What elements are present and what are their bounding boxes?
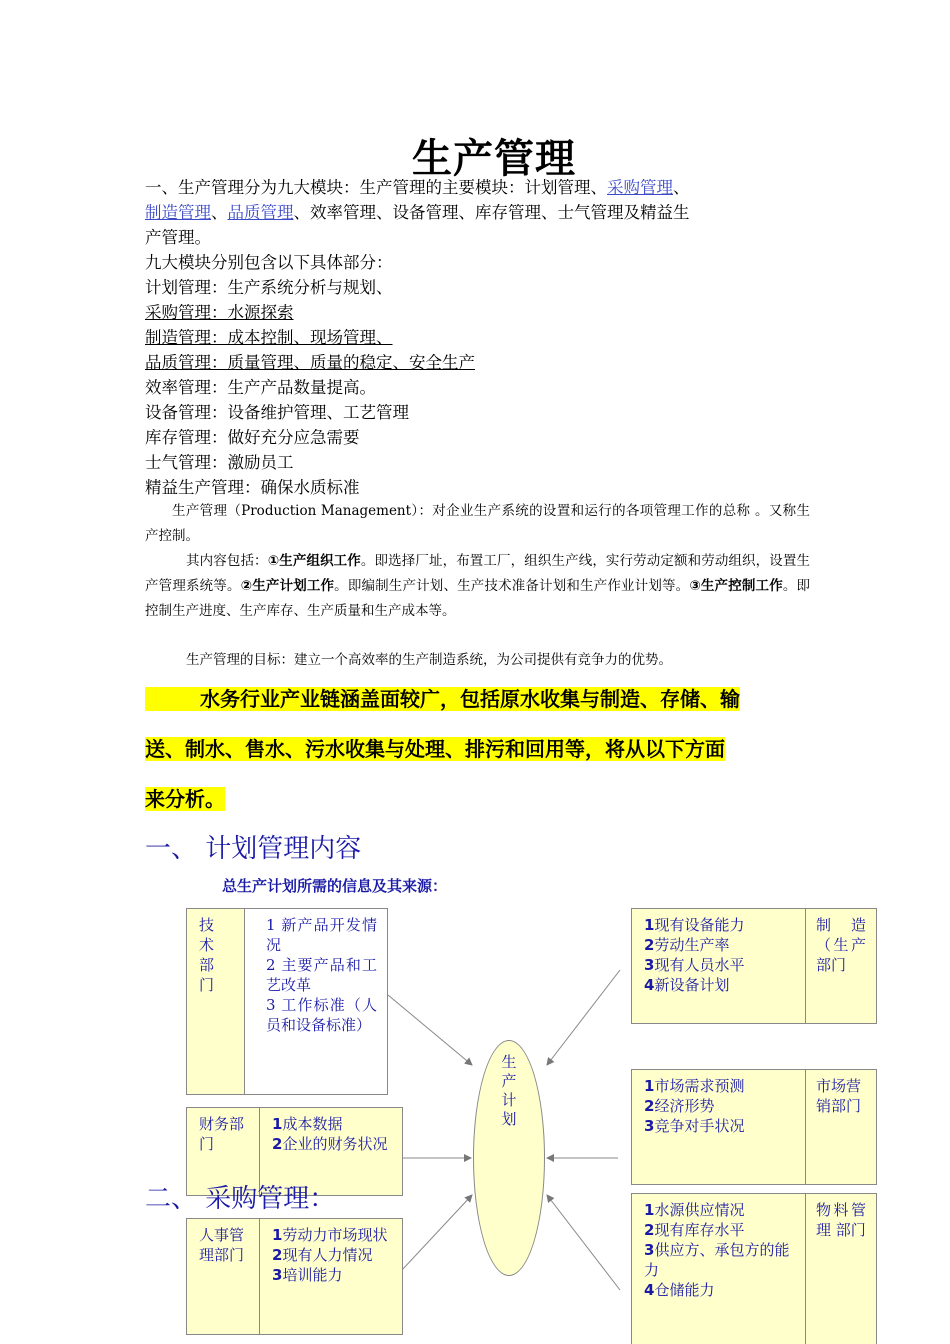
highlight-line-3: 来分析。 <box>145 787 225 811</box>
list-item <box>644 1096 797 1116</box>
item-text: 劳动生产率 <box>654 936 730 954</box>
item-text: 现有人力情况 <box>282 1246 373 1264</box>
list-item: 3 工作标准（人员和设备标准） <box>266 996 377 1034</box>
intro-prefix: 一、生产管理分为九大模块：生产管理的主要模块：计划管理、 <box>145 178 607 197</box>
item-text: 现有库存水平 <box>654 1221 745 1239</box>
section-heading-planning: 一、 计划管理内容 <box>145 834 362 864</box>
content-item-2-text: 。即编制生产计划、生产技术准备计划和生产作业计划等。 <box>334 578 690 594</box>
module-item: 计划管理：生产系统分析与规划、 <box>145 278 393 297</box>
tech-dept-items <box>245 909 387 1094</box>
mfg-dept-label: 制 造（生产部门 <box>816 916 866 974</box>
item-number: 3 <box>644 1117 655 1135</box>
item-text: 培训能力 <box>282 1266 343 1284</box>
list-item <box>644 955 797 975</box>
list-item <box>644 1076 797 1096</box>
item-number: 1 <box>644 1201 655 1219</box>
item-number: 2 <box>644 1221 655 1239</box>
list-item: 2 主要产品和工艺改革 <box>266 956 377 994</box>
link-manufacturing[interactable]: 制造管理 <box>145 203 211 222</box>
module-item: 采购管理：水源探索 <box>145 303 294 322</box>
item-number: 4 <box>644 976 655 994</box>
item-number: 2 <box>272 1135 283 1153</box>
content-lead: 其内容包括： <box>186 553 268 569</box>
intro-sep: 、 <box>673 178 690 197</box>
content-item-2-title: ②生产计划工作 <box>240 578 335 594</box>
item-number: 2 <box>644 1097 655 1115</box>
page-title: 生产管理 <box>412 136 576 182</box>
list-item <box>644 1200 797 1220</box>
module-item: 品质管理：质量管理、质量的稳定、安全生产 <box>145 353 475 372</box>
content-item-1-title: ①生产组织工作 <box>267 553 361 569</box>
market-dept-box <box>631 1069 877 1185</box>
item-number: 3 <box>644 956 655 974</box>
item-number: 4 <box>644 1281 655 1299</box>
list-item <box>644 1116 797 1136</box>
arrow-material <box>547 1195 620 1290</box>
item-number: 3 <box>644 1241 655 1259</box>
item-text: 现有人员水平 <box>654 956 745 974</box>
item-number: 1 <box>644 916 655 934</box>
tech-dept-box <box>186 908 388 1095</box>
module-item: 效率管理：生产产品数量提高。 <box>145 378 376 397</box>
hr-dept-box <box>186 1218 403 1335</box>
goal-paragraph: 生产管理的目标：建立一个高效率的生产制造系统，为公司提供有竞争力的优势。 <box>186 652 672 668</box>
item-number: 2 <box>272 1246 283 1264</box>
item-text: 成本数据 <box>282 1115 343 1133</box>
item-text: 现有设备能力 <box>654 916 745 934</box>
content-item-1-text: 。即选择厂址，布置工厂，组织生产线，实行劳动定额和劳动组织，设置生产管理系统等。 <box>145 553 811 594</box>
arrow-tech <box>388 995 472 1065</box>
content-item-3-text: 。即控制生产进度、生产库存、生产质量和生产成本等。 <box>145 578 811 619</box>
material-dept-label: 物料管理 部门 <box>816 1201 866 1239</box>
list-item <box>272 1245 392 1265</box>
intro-suffix-end: 产管理。 <box>145 228 211 247</box>
list-item <box>644 1280 797 1300</box>
item-text: 市场需求预测 <box>654 1077 745 1095</box>
hr-dept-items <box>260 1219 402 1334</box>
list-item <box>272 1114 392 1134</box>
material-dept-box <box>631 1193 877 1344</box>
hr-dept-label: 人事管理部门 <box>187 1219 260 1334</box>
item-number: 1 <box>272 1115 283 1133</box>
link-quality[interactable]: 品质管理 <box>227 203 294 222</box>
item-number: 1 <box>272 1226 283 1244</box>
production-plan-node <box>473 1040 545 1276</box>
modules-heading: 九大模块分别包含以下具体部分： <box>145 253 393 272</box>
definition-paragraph: 生产管理（Production Management）：对企业生产系统的设置和运行的各项管理工作的总称 。又称生产控制。 <box>145 503 810 544</box>
item-text: 水源供应情况 <box>654 1201 745 1219</box>
link-purchasing[interactable]: 采购管理 <box>607 178 673 197</box>
list-item <box>644 1240 797 1280</box>
item-text: 供应方、承包方的能力 <box>644 1241 790 1279</box>
list-item <box>644 935 797 955</box>
highlight-line-1: 水务行业产业链涵盖面较广，包括原水收集与制造、存储、输 <box>145 685 740 713</box>
mfg-dept-items <box>632 909 806 1023</box>
finance-dept-label: 财务部门 <box>187 1108 260 1195</box>
tech-dept-label: 技 术 部 门 <box>187 909 245 1094</box>
intro-sep: 、 <box>211 203 228 222</box>
list-item <box>644 1220 797 1240</box>
module-item: 库存管理：做好充分应急需要 <box>145 428 360 447</box>
production-plan-label: 生 产 计 划 <box>501 1053 517 1128</box>
mfg-dept-box <box>631 908 877 1024</box>
list-item <box>272 1134 392 1154</box>
list-item <box>272 1225 392 1245</box>
item-number: 2 <box>644 936 655 954</box>
item-text: 竞争对手状况 <box>654 1117 745 1135</box>
list-item: 1 新产品开发情况 <box>266 916 377 954</box>
section-subheading: 总生产计划所需的信息及其来源： <box>222 877 448 895</box>
item-text: 企业的财务状况 <box>282 1135 388 1153</box>
item-number: 3 <box>272 1266 283 1284</box>
item-text: 仓储能力 <box>654 1281 715 1299</box>
list-item <box>644 915 797 935</box>
material-dept-items <box>632 1194 806 1344</box>
module-item: 精益生产管理：确保水质标准 <box>145 478 360 497</box>
module-item: 制造管理：成本控制、现场管理、 <box>145 328 393 347</box>
list-item <box>644 975 797 995</box>
arrow-mfg <box>547 970 620 1065</box>
module-item: 设备管理：设备维护管理、工艺管理 <box>145 403 409 422</box>
market-dept-items <box>632 1070 806 1184</box>
list-item <box>272 1265 392 1285</box>
highlight-line-2: 送、制水、售水、污水收集与处理、排污和回用等，将从以下方面 <box>145 737 725 761</box>
module-item: 士气管理：激励员工 <box>145 453 294 472</box>
section-heading-purchasing: 二、 采购管理： <box>145 1184 336 1214</box>
item-text: 劳动力市场现状 <box>282 1226 388 1244</box>
market-dept-label: 市场营销部门 <box>816 1077 862 1115</box>
item-text: 新设备计划 <box>654 976 730 994</box>
item-number: 1 <box>644 1077 655 1095</box>
content-item-3-title: ③生产控制工作 <box>689 578 783 594</box>
intro-suffix: 、效率管理、设备管理、库存管理、士气管理及精益生 <box>293 203 690 222</box>
item-text: 经济形势 <box>654 1097 715 1115</box>
